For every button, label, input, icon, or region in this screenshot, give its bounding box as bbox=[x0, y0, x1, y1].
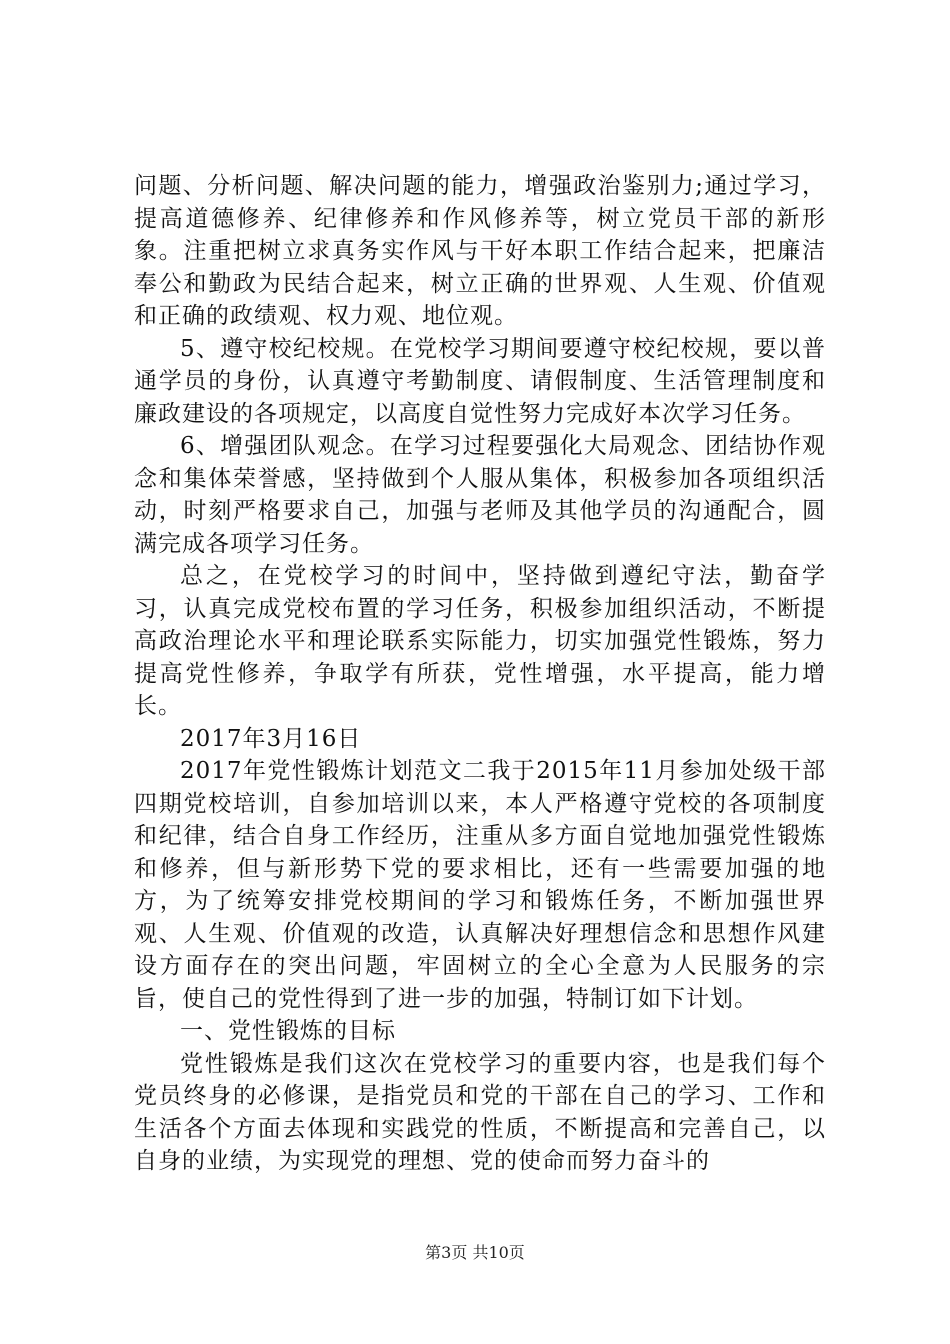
paragraph-summary: 总之，在党校学习的时间中，坚持做到遵纪守法，勤奋学习，认真完成党校布置的学习任务，积极参加组织活动，不断提高政治理论水平和理论联系实际能力，切实加强党性锻炼，努力提高党性修养，争取学有所获，党性增强，水平提高，能力增长。 bbox=[134, 563, 826, 719]
paragraph-item-6: 6、增强团队观念。在学习过程要强化大局观念、团结协作观念和集体荣誉感，坚持做到个人服从集体，积极参加各项组织活动，时刻严格要求自己，加强与老师及其他学员的沟通配合，圆满完成各项学习任务。 bbox=[134, 433, 826, 557]
page-footer bbox=[0, 1243, 950, 1263]
paragraph-item-5: 5、遵守校纪校规。在党校学习期间要遵守校纪校规，要以普通学员的身份，认真遵守考勤制度、请假制度、生活管理制度和廉政建设的各项规定，以高度自觉性努力完成好本次学习任务。 bbox=[134, 335, 826, 427]
paragraph-date: 2017年3月16日 bbox=[180, 725, 362, 752]
page-number-label: 第3页 共10页 bbox=[425, 1243, 525, 1262]
document-body bbox=[134, 170, 826, 1178]
paragraph-sample-two: 2017年党性锻炼计划范文二我于2015年11月参加处级干部四期党校培训，自参加培训以来，本人严格遵守党校的各项制度和纪律，结合自身工作经历，注重从多方面自觉地加强党性锻炼和修养，但与新形势下党的要求相比，还有一些需要加强的地方，为了统筹安排党校期间的学习和锻炼任务，不断加强世界观、人生观、价值观的改造，认真解决好理想信念和思想作风建设方面存在的突出问题，牢固树立的全心全意为人民服务的宗旨，使自己的党性得到了进一步的加强，特制订如下计划。 bbox=[134, 758, 826, 1012]
paragraph-goals: 党性锻炼是我们这次在党校学习的重要内容，也是我们每个党员终身的必修课，是指党员和党的干部在自己的学习、工作和生活各个方面去体现和实践党的性质，不断提高和完善自己，以自身的业绩，为实现党的理想、党的使命而努力奋斗的 bbox=[134, 1050, 826, 1174]
section-heading-goals: 一、党性锻炼的目标 bbox=[180, 1018, 396, 1044]
paragraph-continuation: 问题、分析问题、解决问题的能力，增强政治鉴别力;通过学习，提高道德修养、纪律修养和作风修养等，树立党员干部的新形象。注重把树立求真务实作风与干好本职工作结合起来，把廉洁奉公和勤政为民结合起来，树立正确的世界观、人生观、价值观和正确的政绩观、权力观、地位观。 bbox=[134, 173, 826, 329]
